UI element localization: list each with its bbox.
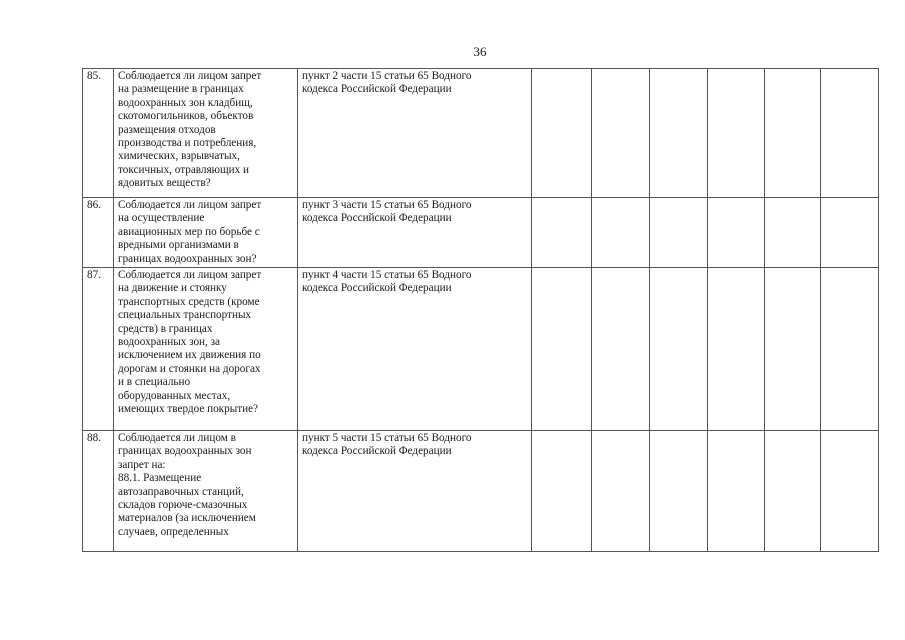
checklist-table — [82, 68, 879, 552]
legal-reference-cell: пункт 5 части 15 статьи 65 Водного кодекса Российской Федерации — [298, 431, 532, 552]
empty-cell — [592, 198, 650, 268]
table-row — [83, 431, 879, 552]
page-number: 36 — [473, 44, 487, 59]
row-number: 85. — [83, 69, 114, 198]
legal-reference-cell: пункт 4 части 15 статьи 65 Водного кодекса Российской Федерации — [298, 268, 532, 431]
question-cell: Соблюдается ли лицом запрет на размещение в границах водоохранных зон кладбищ, скотомогильников, объектов размещения отходов производства и потребления, химических, взрывчатых, токсичных, отравляющих и ядовитых веществ? — [114, 69, 298, 198]
empty-cell — [708, 431, 765, 552]
empty-cell — [765, 198, 821, 268]
row-number: 87. — [83, 268, 114, 431]
empty-cell — [650, 268, 708, 431]
empty-cell — [592, 268, 650, 431]
empty-cell — [821, 431, 879, 552]
empty-cell — [821, 268, 879, 431]
row-number: 88. — [83, 431, 114, 552]
empty-cell — [592, 69, 650, 198]
question-cell: Соблюдается ли лицом запрет на осуществление авиационных мер по борьбе с вредными организмами в границах водоохранных зон? — [114, 198, 298, 268]
empty-cell — [765, 69, 821, 198]
table-row — [83, 69, 879, 198]
table-row — [83, 198, 879, 268]
empty-cell — [708, 268, 765, 431]
empty-cell — [708, 198, 765, 268]
empty-cell — [821, 69, 879, 198]
empty-cell — [765, 268, 821, 431]
empty-cell — [592, 431, 650, 552]
empty-cell — [821, 198, 879, 268]
question-cell: Соблюдается ли лицом в границах водоохранных зон запрет на: 88.1. Размещение автозаправочных станций, складов горюче-смазочных материалов (за исключением случаев, определенных — [114, 431, 298, 552]
row-number: 86. — [83, 198, 114, 268]
empty-cell — [708, 69, 765, 198]
table-row — [83, 268, 879, 431]
empty-cell — [650, 431, 708, 552]
question-cell: Соблюдается ли лицом запрет на движение и стоянку транспортных средств (кроме специальных транспортных средств) в границах водоохранных зон, за исключением их движения по дорогам и стоянки на дорогах и в специально оборудованных местах, имеющих твердое покрытие? — [114, 268, 298, 431]
empty-cell — [532, 268, 592, 431]
empty-cell — [650, 198, 708, 268]
empty-cell — [650, 69, 708, 198]
legal-reference-cell: пункт 2 части 15 статьи 65 Водного кодекса Российской Федерации — [298, 69, 532, 198]
legal-reference-cell: пункт 3 части 15 статьи 65 Водного кодекса Российской Федерации — [298, 198, 532, 268]
empty-cell — [765, 431, 821, 552]
empty-cell — [532, 198, 592, 268]
empty-cell — [532, 431, 592, 552]
empty-cell — [532, 69, 592, 198]
